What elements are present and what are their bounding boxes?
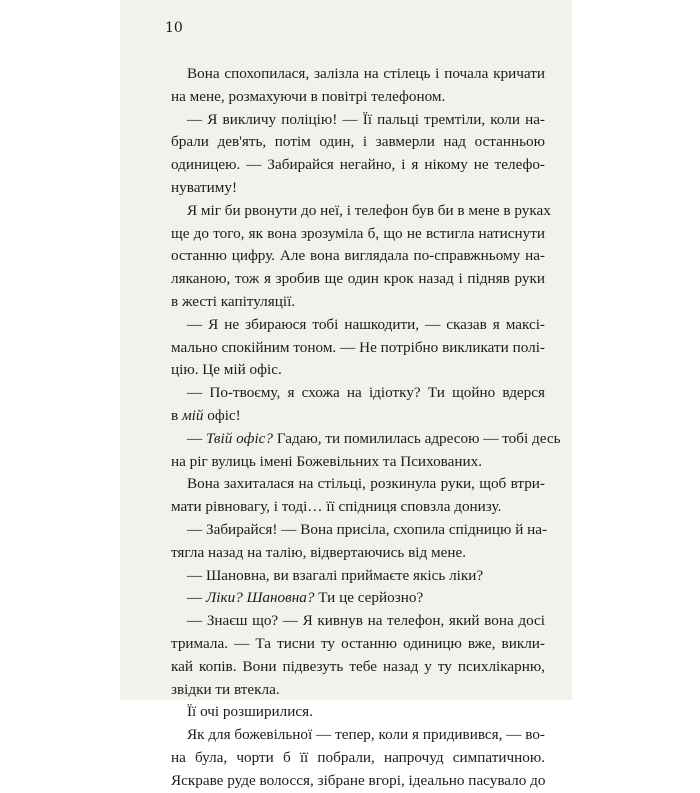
text-line: — Шановна, ви взагалі приймаєте якісь ліки? <box>187 566 484 584</box>
page-number: 10 <box>165 20 183 36</box>
book-page <box>120 0 572 789</box>
text-line: одиницею. — Забирайся негайно, і я нікому не телефо- <box>171 156 545 174</box>
text-line: цію. Це мій офіс. <box>171 361 282 379</box>
text-line: кай копів. Вони підвезуть тебе назад у ту психлікарню, <box>171 657 545 675</box>
text-line: — Забирайся! — Вона присіла, схопила спідницю й на- <box>187 520 548 538</box>
text-line: Вона спохопилася, залізла на стілець і почала кричати <box>187 65 545 82</box>
text-line: на мене, розмахуючи в повітрі телефоном. <box>171 87 446 105</box>
text-line: — Я не збираюся тобі нашкодити, — сказав я максі- <box>187 315 545 333</box>
body-text <box>171 63 561 793</box>
text-line: нуватиму! <box>171 178 238 196</box>
text-line: тягла назад на талію, відвертаючись від мене. <box>171 543 467 561</box>
text-line: Яскраве руде волосся, зібране вгорі, ідеально пасувало до <box>171 771 546 789</box>
text-line: — Ліки? Шановна? Ти це серйозно? <box>187 589 424 607</box>
text-line: Як для божевільної — тепер, коли я придивився, — во- <box>187 726 545 744</box>
text-line: на ріг вулиць імені Божевільних та Психованих. <box>171 452 483 470</box>
text-line: — Твій офіс? Гадаю, ти помилилась адресою — тобі десь <box>187 429 561 447</box>
text-line: останню цифру. Але вона виглядала по-справжньому на- <box>171 247 545 265</box>
text-line: на була, чорти б її побрали, напрочуд симпатичною. <box>171 748 545 766</box>
text-line: в жесті капітуляції. <box>171 292 296 310</box>
text-line: ще до того, як вона зрозуміла б, що не встигла натиснути <box>171 224 545 242</box>
text-line: — Знаєш що? — Я кивнув на телефон, який вона досі <box>187 612 545 630</box>
text-line: брали дев'ять, потім один, і завмерли над останньою <box>171 133 545 151</box>
text-line: мати рівновагу, і тоді… її спідниця сповзла донизу. <box>171 498 502 516</box>
text-line: в мій офіс! <box>171 406 241 424</box>
text-line: звідки ти втекла. <box>171 680 280 698</box>
italic-text: Твій офіс? <box>205 429 274 447</box>
text-line: тримала. — Та тисни ту останню одиницю вже, викли- <box>171 634 545 652</box>
italic-text: мій <box>181 406 204 424</box>
text-line: Вона захиталася на стільці, розкинула руки, щоб втри- <box>187 475 545 493</box>
text-line: мально спокійним тоном. — Не потрібно викликати полі- <box>171 338 545 356</box>
text-line: — Я викличу поліцію! — Її пальці тремтіли, коли на- <box>187 110 545 128</box>
text-line: — По-твоєму, я схожа на ідіотку? Ти щойно вдерся <box>187 384 545 402</box>
italic-text: Ліки? Шановна? <box>205 589 315 607</box>
text-line: ляканою, тож я зробив ще один крок назад і підняв руки <box>171 270 545 288</box>
text-line: Я міг би рвонути до неї, і телефон був би в мене в руках <box>187 201 551 219</box>
text-line: Її очі розширилися. <box>187 703 313 721</box>
